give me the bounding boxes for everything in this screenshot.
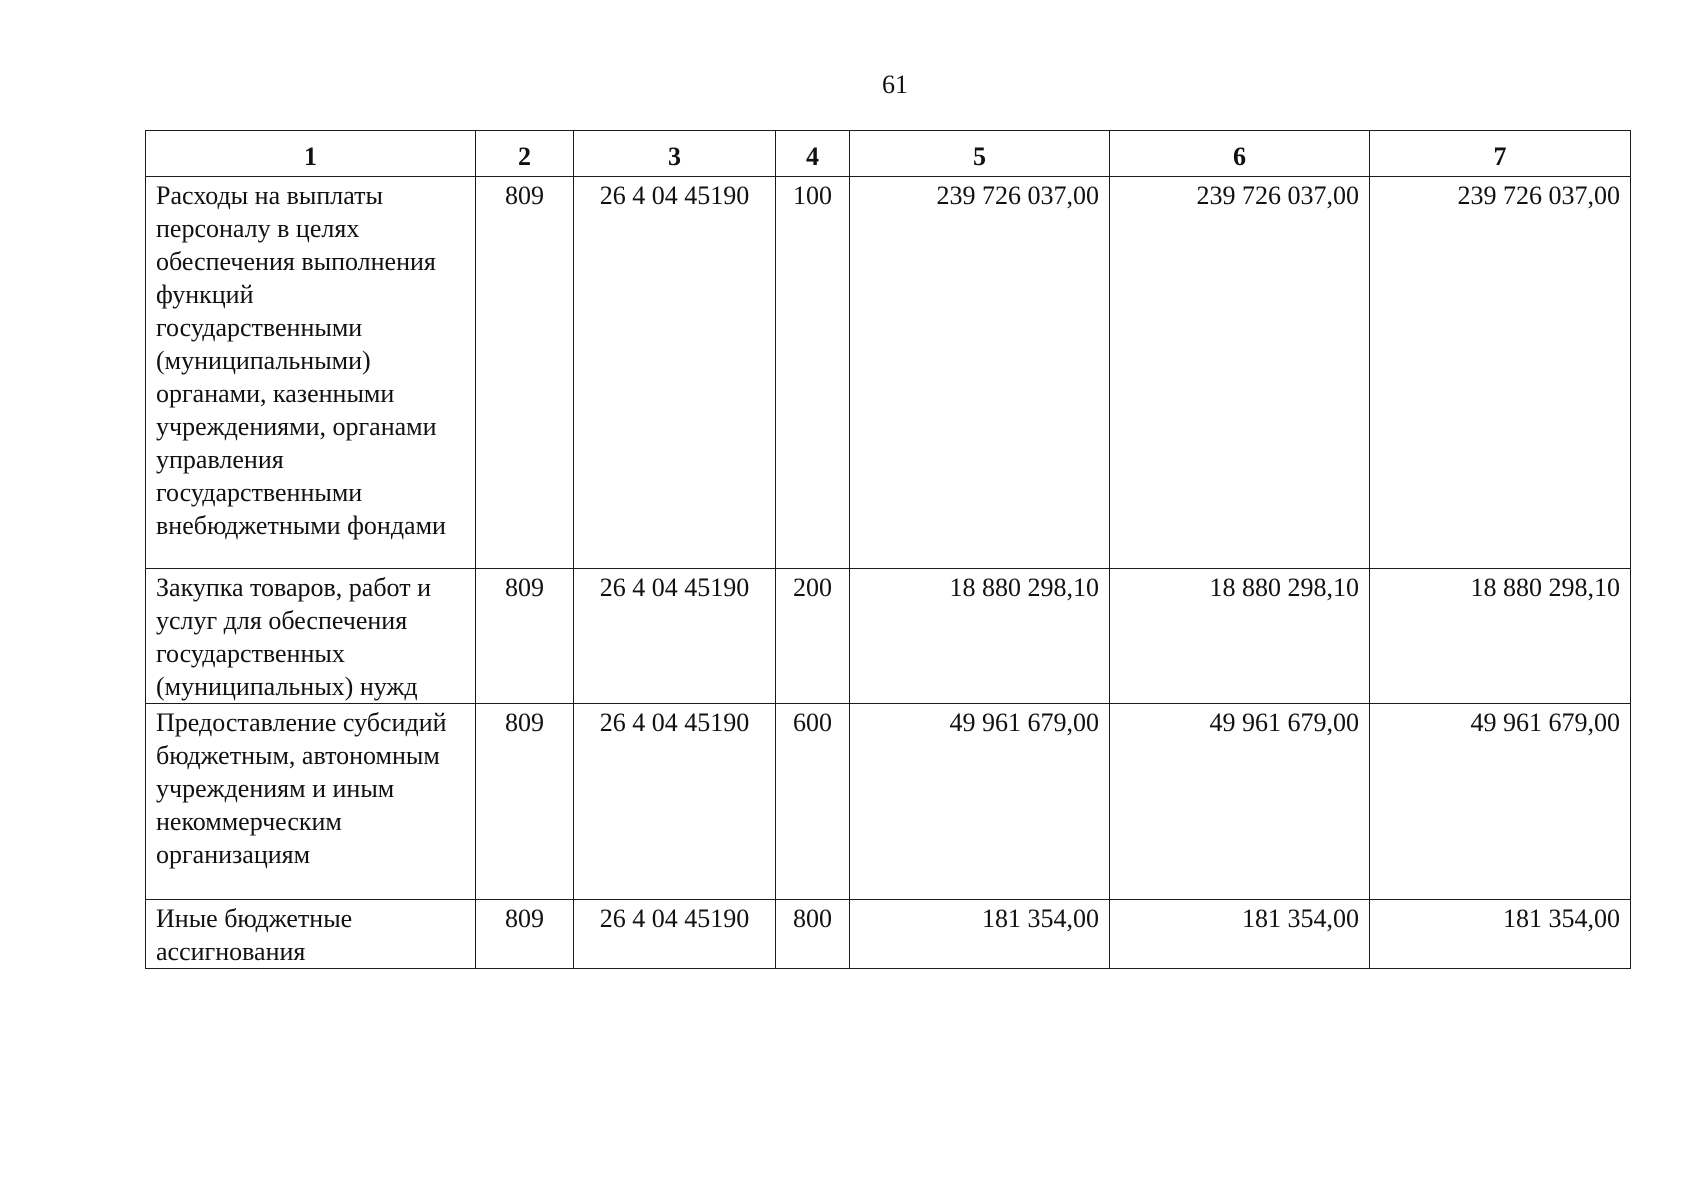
expense-name: Расходы на выплаты персоналу в целях обеспечения выполнения функций государственными (муниципальными) органами, казенными учреждениями, органами управления государственными внебюджетными фондами bbox=[146, 177, 476, 569]
column-header-5: 5 bbox=[850, 131, 1110, 177]
target-article-code: 26 4 04 45190 bbox=[574, 569, 776, 704]
target-article-code: 26 4 04 45190 bbox=[574, 704, 776, 900]
department-code: 809 bbox=[476, 704, 574, 900]
amount-column-7: 49 961 679,00 bbox=[1370, 704, 1631, 900]
table-header-row bbox=[146, 131, 1631, 177]
amount-column-5: 181 354,00 bbox=[850, 900, 1110, 969]
department-code: 809 bbox=[476, 569, 574, 704]
column-header-3: 3 bbox=[574, 131, 776, 177]
expense-type-code: 800 bbox=[776, 900, 850, 969]
amount-column-7: 181 354,00 bbox=[1370, 900, 1631, 969]
column-header-2: 2 bbox=[476, 131, 574, 177]
expense-type-code: 100 bbox=[776, 177, 850, 569]
target-article-code: 26 4 04 45190 bbox=[574, 177, 776, 569]
expense-name: Предоставление субсидий бюджетным, автономным учреждениям и иным некоммерческим организациям bbox=[146, 704, 476, 900]
budget-table bbox=[145, 130, 1631, 969]
column-header-4: 4 bbox=[776, 131, 850, 177]
amount-column-7: 18 880 298,10 bbox=[1370, 569, 1631, 704]
amount-column-5: 239 726 037,00 bbox=[850, 177, 1110, 569]
target-article-code: 26 4 04 45190 bbox=[574, 900, 776, 969]
amount-column-6: 181 354,00 bbox=[1110, 900, 1370, 969]
amount-column-6: 18 880 298,10 bbox=[1110, 569, 1370, 704]
table-row bbox=[146, 569, 1631, 704]
column-header-6: 6 bbox=[1110, 131, 1370, 177]
amount-column-6: 49 961 679,00 bbox=[1110, 704, 1370, 900]
expense-name: Закупка товаров, работ и услуг для обеспечения государственных (муниципальных) нужд bbox=[146, 569, 476, 704]
expense-name: Иные бюджетные ассигнования bbox=[146, 900, 476, 969]
table-row bbox=[146, 900, 1631, 969]
table-row bbox=[146, 177, 1631, 569]
department-code: 809 bbox=[476, 177, 574, 569]
expense-type-code: 600 bbox=[776, 704, 850, 900]
column-header-7: 7 bbox=[1370, 131, 1631, 177]
amount-column-6: 239 726 037,00 bbox=[1110, 177, 1370, 569]
amount-column-7: 239 726 037,00 bbox=[1370, 177, 1631, 569]
table-row bbox=[146, 704, 1631, 900]
amount-column-5: 18 880 298,10 bbox=[850, 569, 1110, 704]
page-number: 61 bbox=[882, 70, 908, 99]
column-header-1: 1 bbox=[146, 131, 476, 177]
amount-column-5: 49 961 679,00 bbox=[850, 704, 1110, 900]
expense-type-code: 200 bbox=[776, 569, 850, 704]
department-code: 809 bbox=[476, 900, 574, 969]
